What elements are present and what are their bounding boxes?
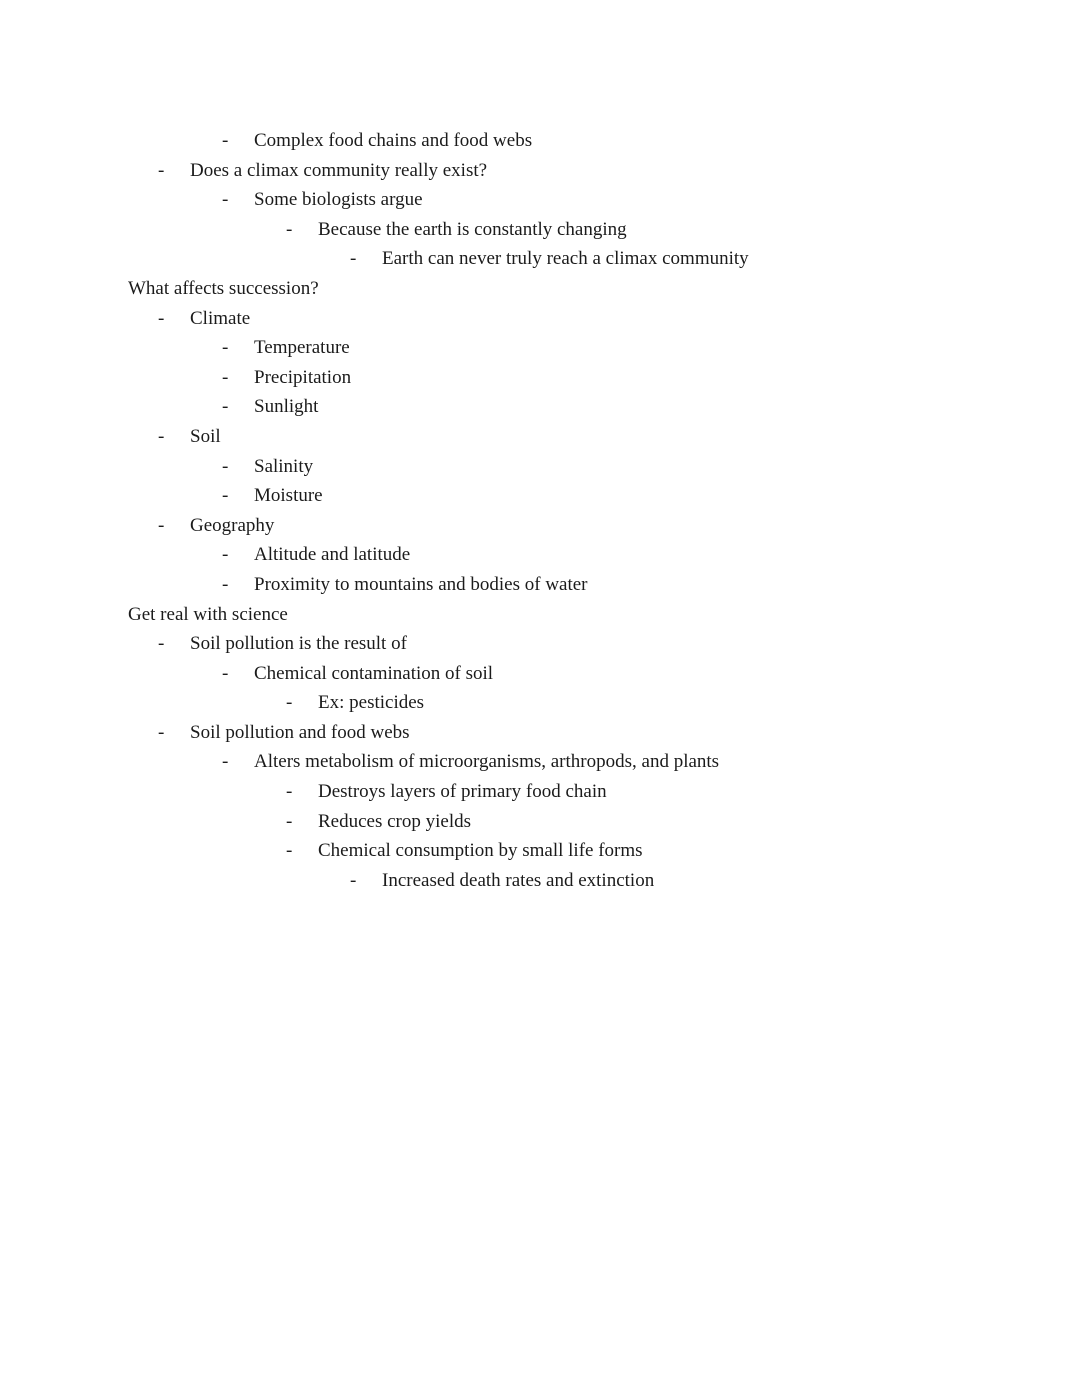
list-item	[0, 718, 1080, 748]
line-text: Salinity	[254, 455, 314, 477]
list-item	[0, 747, 1080, 777]
bullet-dash: -	[222, 455, 229, 477]
bullet-dash: -	[158, 721, 165, 743]
bullet-dash: -	[222, 366, 229, 388]
line-text: Earth can never truly reach a climax community	[382, 248, 749, 270]
list-item	[0, 777, 1080, 807]
list-item	[0, 659, 1080, 689]
list-item	[0, 215, 1080, 245]
list-item	[0, 600, 1080, 630]
line-text: Precipitation	[254, 366, 352, 388]
bullet-dash: -	[158, 633, 165, 655]
line-text: Alters metabolism of microorganisms, arthropods, and plants	[254, 751, 720, 773]
line-text: Get real with science	[128, 603, 288, 625]
bullet-dash: -	[286, 692, 293, 714]
bullet-dash: -	[222, 189, 229, 211]
list-item	[0, 540, 1080, 570]
list-item	[0, 481, 1080, 511]
bullet-dash: -	[350, 869, 357, 891]
list-item	[0, 629, 1080, 659]
line-text: Soil pollution and food webs	[190, 721, 410, 743]
bullet-dash: -	[158, 159, 165, 181]
line-text: Sunlight	[254, 396, 319, 418]
line-text: Moisture	[254, 485, 323, 507]
list-item	[0, 156, 1080, 186]
line-text: Does a climax community really exist?	[190, 159, 488, 181]
line-text: Altitude and latitude	[254, 544, 411, 566]
line-text: Temperature	[254, 337, 350, 359]
list-item	[0, 452, 1080, 482]
bullet-dash: -	[350, 248, 357, 270]
bullet-dash: -	[158, 425, 165, 447]
list-item	[0, 570, 1080, 600]
line-text: Soil	[190, 425, 221, 447]
bullet-dash: -	[158, 514, 165, 536]
list-item	[0, 866, 1080, 896]
line-text: Chemical consumption by small life forms	[318, 840, 643, 862]
line-text: Because the earth is constantly changing	[318, 218, 627, 240]
bullet-dash: -	[222, 662, 229, 684]
bullet-dash: -	[286, 810, 293, 832]
list-item	[0, 274, 1080, 304]
line-text: Proximity to mountains and bodies of water	[254, 573, 588, 595]
list-item	[0, 422, 1080, 452]
list-item	[0, 333, 1080, 363]
line-text: Complex food chains and food webs	[254, 130, 533, 151]
bullet-dash: -	[158, 307, 165, 329]
list-item	[0, 392, 1080, 422]
line-text: Ex: pesticides	[318, 692, 425, 714]
list-item	[0, 126, 1080, 156]
list-item	[0, 807, 1080, 837]
bullet-dash: -	[222, 485, 229, 507]
bullet-dash: -	[222, 337, 229, 359]
line-text: Soil pollution is the result of	[190, 633, 407, 655]
line-text: Some biologists argue	[254, 189, 423, 211]
line-text: Geography	[190, 514, 275, 536]
bullet-dash: -	[286, 840, 293, 862]
bullet-dash: -	[222, 751, 229, 773]
line-text: Climate	[190, 307, 251, 329]
line-text: Destroys layers of primary food chain	[318, 781, 607, 803]
bullet-dash: -	[286, 218, 293, 240]
list-item	[0, 244, 1080, 274]
line-text: Reduces crop yields	[318, 810, 472, 832]
bullet-dash: -	[222, 544, 229, 566]
line-text: Chemical contamination of soil	[254, 662, 494, 684]
list-item	[0, 363, 1080, 393]
line-text: What affects succession?	[128, 277, 319, 299]
bullet-dash: -	[286, 781, 293, 803]
bullet-dash: -	[222, 573, 229, 595]
bullet-dash: -	[222, 396, 229, 418]
list-item	[0, 511, 1080, 541]
list-item	[0, 688, 1080, 718]
list-item	[0, 185, 1080, 215]
document-body	[0, 126, 1080, 895]
bullet-dash: -	[222, 130, 229, 151]
line-text: Increased death rates and extinction	[382, 869, 655, 891]
list-item	[0, 836, 1080, 866]
list-item	[0, 304, 1080, 334]
